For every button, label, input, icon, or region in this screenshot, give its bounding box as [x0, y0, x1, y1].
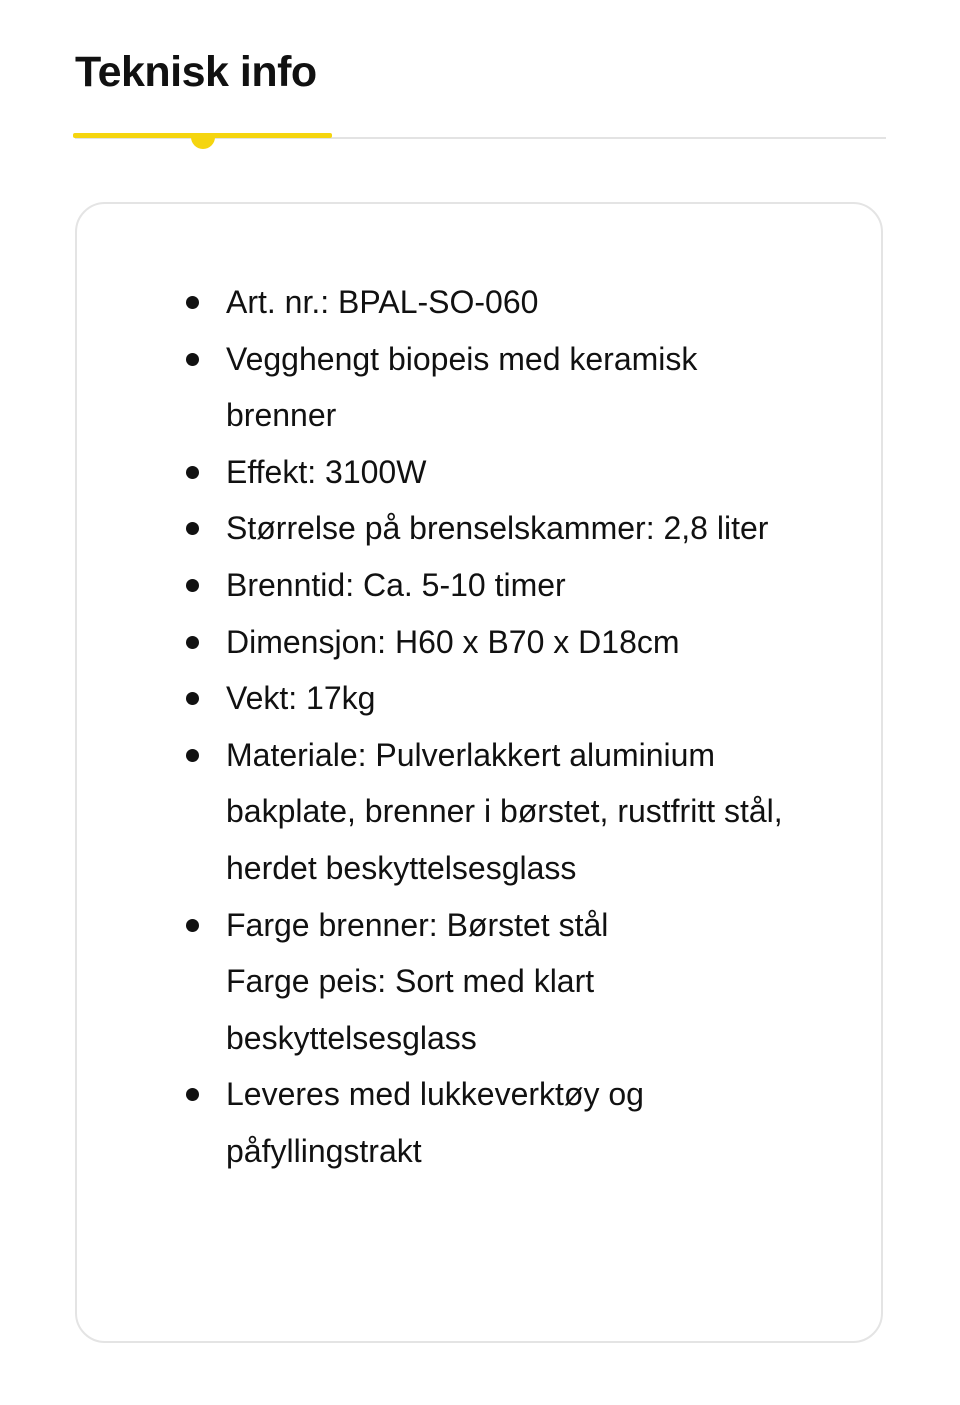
spec-item [192, 897, 812, 1067]
bullet-icon [186, 522, 199, 535]
spec-item [192, 274, 812, 331]
spec-text: Vekt: 17kg [226, 680, 376, 717]
spec-text: Størrelse på brenselskammer: 2,8 liter [226, 510, 769, 547]
bullet-icon [186, 919, 199, 932]
spec-text: Effekt: 3100W [226, 453, 427, 490]
spec-list [192, 274, 812, 1180]
spec-item [192, 670, 812, 727]
spec-item [192, 331, 812, 444]
bullet-icon [186, 466, 199, 479]
bullet-icon [186, 353, 199, 366]
spec-text: Farge peis: Sort med klart beskyttelsesglass [226, 963, 595, 1056]
spec-text: Art. nr.: BPAL-SO-060 [226, 284, 539, 320]
spec-item [192, 1066, 812, 1179]
tab-teknisk-info[interactable]: Teknisk info [75, 48, 317, 96]
spec-text: Brenntid: Ca. 5-10 timer [226, 566, 566, 603]
technical-info-card [75, 202, 883, 1343]
bullet-icon [186, 692, 199, 705]
bullet-icon [186, 749, 199, 762]
bullet-icon [186, 1088, 199, 1101]
bullet-icon [186, 296, 199, 309]
bullet-icon [186, 636, 199, 649]
spec-text: Vegghengt biopeis med keramisk brenner [226, 340, 698, 434]
spec-text: Farge brenner: Børstet stål [226, 906, 609, 943]
spec-text: Materiale: Pulverlakkert aluminium bakplate, brenner i børstet, rustfritt stål, herdet beskyttelsesglass [226, 736, 783, 886]
bullet-icon [186, 579, 199, 592]
section-header [75, 40, 886, 150]
spec-item [192, 500, 812, 557]
active-tab-indicator-notch [191, 134, 215, 149]
spec-item [192, 444, 812, 501]
spec-item [192, 557, 812, 614]
spec-item [192, 727, 812, 897]
spec-item [192, 614, 812, 671]
spec-text: Leveres med lukkeverktøy og påfyllingstrakt [226, 1076, 644, 1169]
spec-text: Dimensjon: H60 x B70 x D18cm [226, 623, 680, 660]
